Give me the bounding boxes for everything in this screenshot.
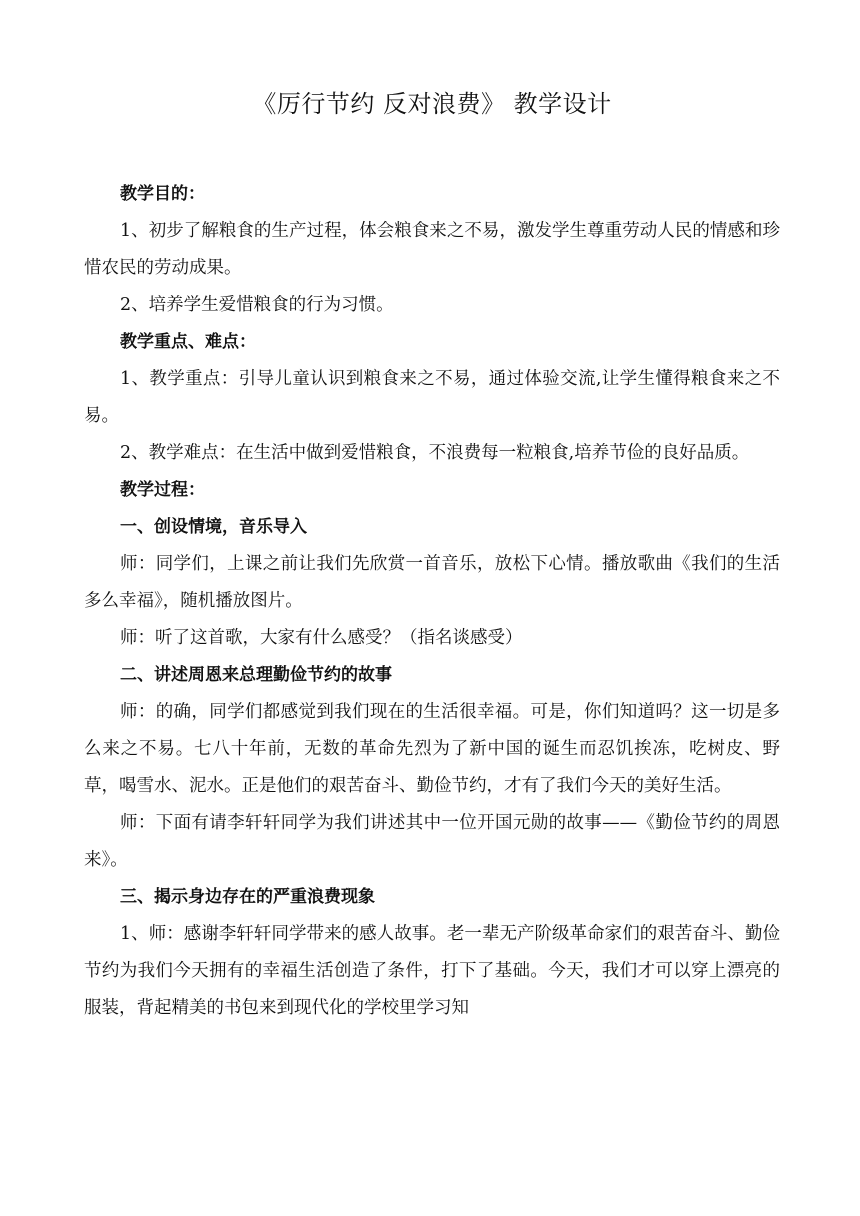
paragraph: 师：下面有请李轩轩同学为我们讲述其中一位开国元勋的故事——《勤俭节约的周恩来》。 (84, 813, 780, 870)
document-title: 《厉行节约 反对浪费》 教学设计 (252, 90, 612, 118)
section-heading-objectives: 教学目的： (120, 184, 205, 204)
section-heading-step-2: 二、讲述周恩来总理勤俭节约的故事 (120, 665, 392, 685)
document-body (84, 176, 780, 1027)
paragraph: 1、教学重点：引导儿童认识到粮食来之不易，通过体验交流,让学生懂得粮食来之不易。 (84, 369, 780, 426)
paragraph: 师：听了这首歌，大家有什么感受？（指名谈感受） (120, 628, 523, 648)
section-heading-key-points: 教学重点、难点： (120, 332, 256, 352)
paragraph: 2、教学难点：在生活中做到爱惜粮食，不浪费每一粒粮食,培养节俭的良好品质。 (120, 443, 750, 463)
section-heading-process: 教学过程： (120, 480, 205, 500)
paragraph: 师：同学们，上课之前让我们先欣赏一首音乐，放松下心情。播放歌曲《我们的生活多么幸福》，随机播放图片。 (84, 554, 780, 611)
paragraph: 师：的确，同学们都感觉到我们现在的生活很幸福。可是，你们知道吗？这一切是多么来之不易。七八十年前，无数的革命先烈为了新中国的诞生而忍饥挨冻，吃树皮、野草，喝雪水、泥水。正是他们的艰苦奋斗、勤俭节约，才有了我们今天的美好生活。 (84, 702, 780, 796)
paragraph: 2、培养学生爱惜粮食的行为习惯。 (120, 295, 394, 315)
section-heading-step-1: 一、创设情境，音乐导入 (120, 517, 307, 537)
paragraph: 1、师：感谢李轩轩同学带来的感人故事。老一辈无产阶级革命家们的艰苦奋斗、勤俭节约为我们今天拥有的幸福生活创造了条件，打下了基础。今天，我们才可以穿上漂亮的服装，背起精美的书包来到现代化的学校里学习知 (84, 924, 780, 1018)
section-heading-step-3: 三、揭示身边存在的严重浪费现象 (120, 887, 375, 907)
paragraph: 1、初步了解粮食的生产过程，体会粮食来之不易，激发学生尊重劳动人民的情感和珍惜农民的劳动成果。 (84, 221, 780, 278)
